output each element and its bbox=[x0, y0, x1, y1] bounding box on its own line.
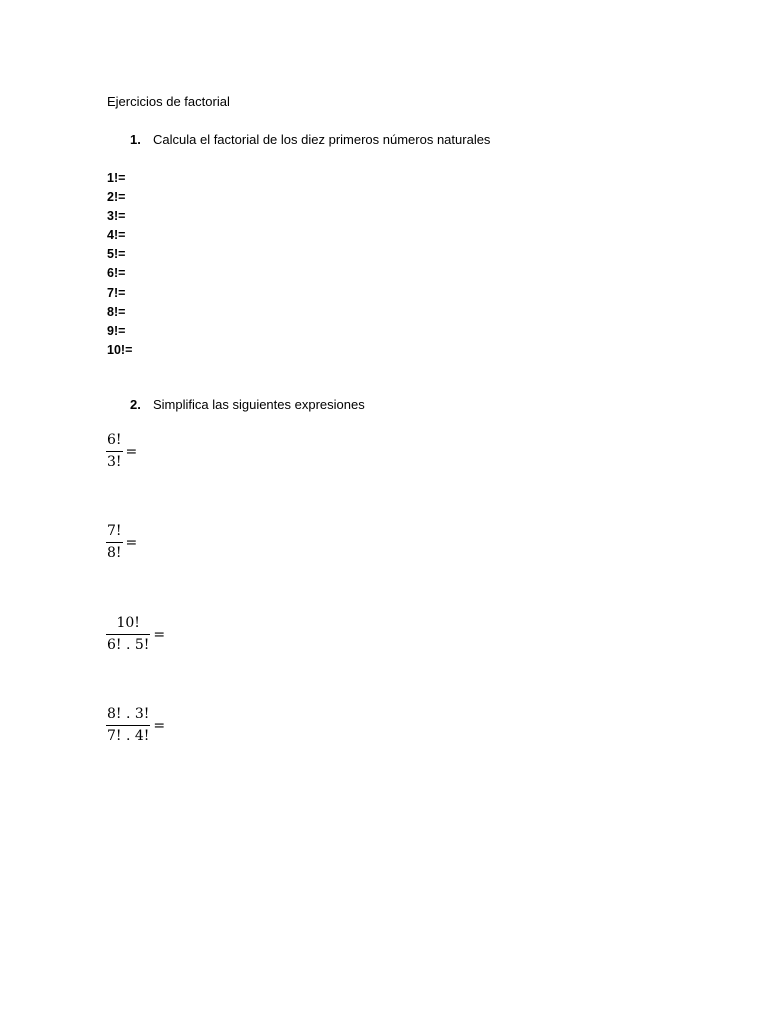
fraction bbox=[106, 706, 150, 745]
numerator: 10! bbox=[116, 615, 140, 631]
expression-4 bbox=[106, 706, 165, 745]
expression-1 bbox=[106, 432, 137, 471]
fraction bbox=[106, 432, 123, 471]
denominator: 3! bbox=[106, 451, 123, 471]
expression-3 bbox=[106, 615, 165, 654]
question-2 bbox=[130, 396, 365, 414]
list-item: 8!= bbox=[107, 304, 126, 319]
page-title: Ejercicios de factorial bbox=[107, 94, 230, 109]
list-item: 6!= bbox=[107, 266, 126, 281]
equals-sign: = bbox=[153, 626, 166, 643]
question-text: Simplifica las siguientes expresiones bbox=[153, 397, 365, 412]
question-number: 1. bbox=[130, 132, 141, 147]
numerator: 6! bbox=[107, 432, 122, 448]
question-text: Calcula el factorial de los diez primeros números naturales bbox=[153, 132, 491, 147]
equals-sign: = bbox=[125, 534, 138, 551]
list-item: 4!= bbox=[107, 228, 126, 243]
denominator: 8! bbox=[106, 542, 123, 562]
list-item: 10!= bbox=[107, 342, 133, 357]
list-item: 7!= bbox=[107, 285, 126, 300]
list-item: 5!= bbox=[107, 247, 126, 262]
question-number: 2. bbox=[130, 397, 141, 412]
numerator: 8! . 3! bbox=[107, 706, 150, 722]
list-item: 3!= bbox=[107, 209, 126, 224]
list-item: 2!= bbox=[107, 190, 126, 205]
expression-2 bbox=[106, 523, 137, 562]
denominator: 6! . 5! bbox=[106, 634, 150, 654]
factorial-list bbox=[107, 169, 132, 360]
fraction bbox=[106, 523, 123, 562]
fraction bbox=[106, 615, 150, 654]
equals-sign: = bbox=[125, 443, 138, 460]
denominator: 7! . 4! bbox=[106, 725, 150, 745]
numerator: 7! bbox=[107, 523, 122, 539]
equals-sign: = bbox=[153, 717, 166, 734]
list-item: 1!= bbox=[107, 171, 126, 185]
question-1 bbox=[130, 131, 490, 149]
list-item: 9!= bbox=[107, 323, 126, 338]
